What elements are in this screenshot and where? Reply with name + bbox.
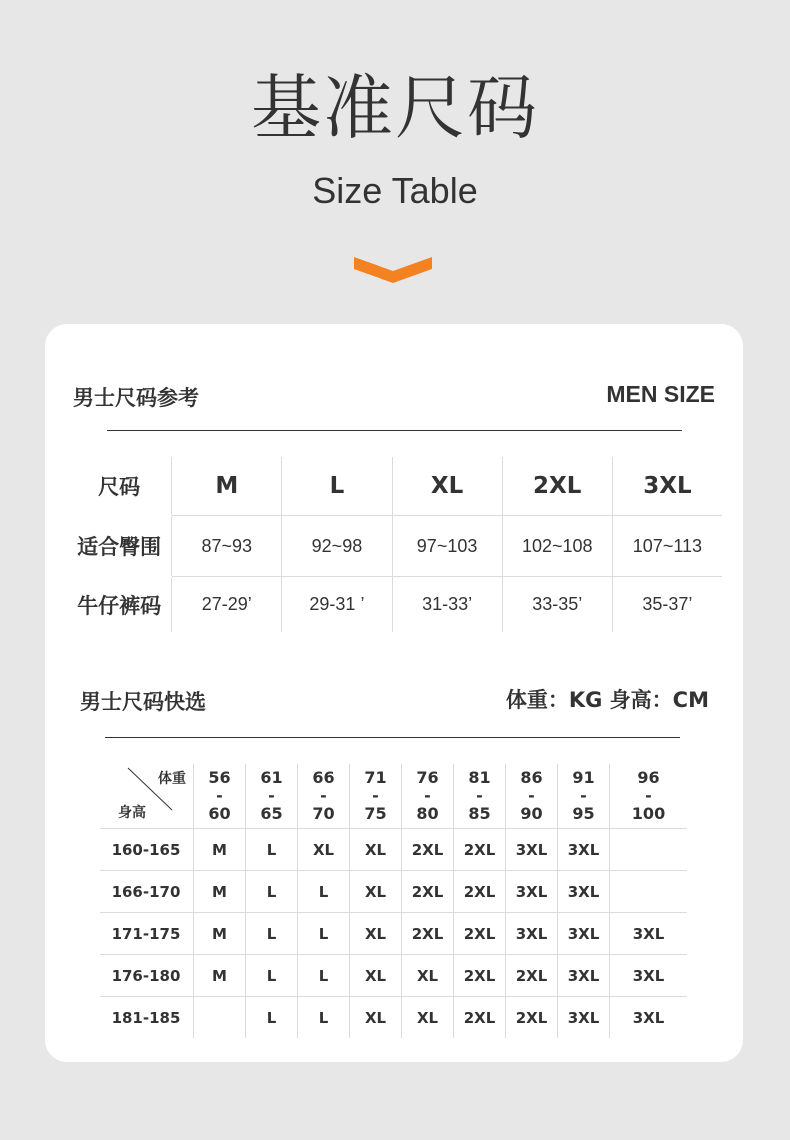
weight-range-top: 71 [364, 768, 387, 787]
size-cell: 3XL [515, 925, 548, 943]
size-cell [194, 997, 245, 1039]
size-cell: 2XL [463, 1009, 496, 1027]
chevron-down-icon [354, 255, 432, 285]
page-subtitle: Size Table [312, 170, 478, 211]
row-label: 牛仔裤码 [77, 593, 162, 618]
weight-range-bottom: 85 [468, 804, 491, 823]
size-cell: 3XL [632, 1009, 665, 1027]
size-cell: XL [364, 925, 387, 943]
weight-range-bottom: 60 [208, 804, 231, 823]
weight-range-bottom: 80 [416, 804, 439, 823]
weight-range-bottom: 70 [312, 804, 335, 823]
size-card [45, 324, 743, 1062]
height-range-cell: 171-175 [111, 925, 181, 943]
size-cell: XL [364, 841, 387, 859]
size-cell: L [318, 925, 329, 943]
weight-range-top: 66 [312, 768, 335, 787]
size-cell: L [318, 1009, 329, 1027]
size-cell: 3XL [515, 841, 548, 859]
size-cell: XL [364, 1009, 387, 1027]
units-label: 体重：KG 身高：CM [505, 688, 709, 712]
weight-range-top: 96 [637, 768, 660, 787]
table-cell: 33-35’ [502, 577, 612, 632]
table-cell: 97~103 [392, 516, 502, 576]
table-row [100, 871, 687, 913]
size-cell: L [318, 967, 329, 985]
size-cell: 3XL [567, 925, 600, 943]
weight-range-header [350, 764, 401, 828]
page-title: 基准尺码 [251, 67, 539, 149]
size-cell: XL [364, 967, 387, 985]
weight-range-bottom: 95 [572, 804, 595, 823]
size-header-cell: 3XL [612, 457, 722, 515]
weight-range-header [298, 764, 349, 828]
height-range-cell: 160-165 [111, 841, 181, 859]
size-cell: 2XL [411, 841, 444, 859]
size-cell: 2XL [463, 967, 496, 985]
table-row [100, 955, 687, 997]
hip-row [67, 516, 722, 576]
row-label: 适合臀围 [77, 535, 162, 559]
table-cell: 92~98 [281, 516, 391, 576]
weight-range-header [402, 764, 453, 828]
weight-range-top: 91 [572, 768, 595, 787]
weight-range-bottom: 100 [631, 804, 666, 823]
size-cell: 3XL [567, 967, 600, 985]
weight-range-dash: - [320, 786, 327, 805]
height-range-cell: 181-185 [111, 1009, 181, 1027]
size-cell: 2XL [463, 841, 496, 859]
table-cell: 102~108 [502, 516, 612, 576]
table-row [100, 997, 687, 1039]
weight-range-top: 61 [260, 768, 283, 787]
size-cell: 2XL [463, 925, 496, 943]
size-cell: 2XL [515, 967, 548, 985]
table-cell: 87~93 [171, 516, 281, 576]
size-cell: 3XL [567, 1009, 600, 1027]
size-header-cell: XL [392, 457, 502, 515]
weight-range-bottom: 75 [364, 804, 387, 823]
section-divider [105, 737, 680, 738]
size-cell: 2XL [515, 1009, 548, 1027]
weight-range-bottom: 65 [260, 804, 283, 823]
size-cell: 3XL [567, 841, 600, 859]
size-cell: 3XL [632, 967, 665, 985]
size-cell: 3XL [567, 883, 600, 901]
size-cell: M [212, 925, 227, 943]
weight-range-top: 76 [416, 768, 439, 787]
size-cell: 2XL [411, 883, 444, 901]
size-header-row [67, 457, 722, 515]
table-cell: 31-33’ [392, 577, 502, 632]
table-cell: 35-37’ [612, 577, 722, 632]
quick-pick-title: 男士尺码快选 [80, 690, 206, 714]
size-cell: XL [312, 841, 335, 859]
table-cell: 107~113 [612, 516, 722, 576]
corner-height-label: 身高 [118, 805, 146, 821]
size-cell: L [266, 841, 277, 859]
size-cell: 3XL [632, 925, 665, 943]
table-corner [100, 764, 192, 828]
weight-range-header [506, 764, 557, 828]
height-range-cell: 176-180 [111, 967, 181, 985]
weight-range-header [454, 764, 505, 828]
weight-range-dash: - [424, 786, 431, 805]
size-cell: L [266, 967, 277, 985]
table-row [100, 913, 687, 955]
weight-range-top: 86 [520, 768, 543, 787]
size-header-cell: L [281, 457, 391, 515]
size-header-label: 尺码 [98, 475, 141, 499]
table-cell: 29-31 ’ [281, 577, 391, 632]
size-cell: L [266, 1009, 277, 1027]
size-cell: 2XL [411, 925, 444, 943]
weight-range-top: 81 [468, 768, 491, 787]
weight-range-dash: - [216, 786, 223, 805]
size-header-cell: 2XL [502, 457, 612, 515]
weight-range-header [558, 764, 609, 828]
weight-range-header [194, 764, 245, 828]
weight-range-bottom: 90 [520, 804, 543, 823]
jeans-row [67, 577, 722, 632]
corner-weight-label: 体重 [158, 771, 186, 787]
weight-range-dash: - [528, 786, 535, 805]
weight-range-dash: - [580, 786, 587, 805]
size-cell [610, 829, 687, 871]
size-cell: XL [416, 967, 439, 985]
size-cell: 3XL [515, 883, 548, 901]
size-cell: 2XL [463, 883, 496, 901]
section-divider [107, 430, 682, 431]
size-cell: XL [364, 883, 387, 901]
size-cell: M [212, 883, 227, 901]
table-cell: 27-29’ [171, 577, 281, 632]
size-cell: M [212, 967, 227, 985]
size-cell [610, 871, 687, 913]
weight-range-dash: - [476, 786, 483, 805]
size-cell: L [318, 883, 329, 901]
size-cell: L [266, 925, 277, 943]
weight-range-dash: - [268, 786, 275, 805]
size-cell: L [266, 883, 277, 901]
weight-range-header [610, 764, 687, 828]
weight-range-dash: - [645, 786, 652, 805]
weight-range-top: 56 [208, 768, 231, 787]
table-row [100, 829, 687, 871]
size-cell: M [212, 841, 227, 859]
size-cell: XL [416, 1009, 439, 1027]
weight-range-dash: - [372, 786, 379, 805]
men-size-reference-title: 男士尺码参考 [73, 386, 199, 410]
size-header-cell: M [171, 457, 281, 515]
weight-range-header [246, 764, 297, 828]
men-size-label: MEN SIZE [606, 381, 715, 407]
height-range-cell: 166-170 [111, 883, 181, 901]
